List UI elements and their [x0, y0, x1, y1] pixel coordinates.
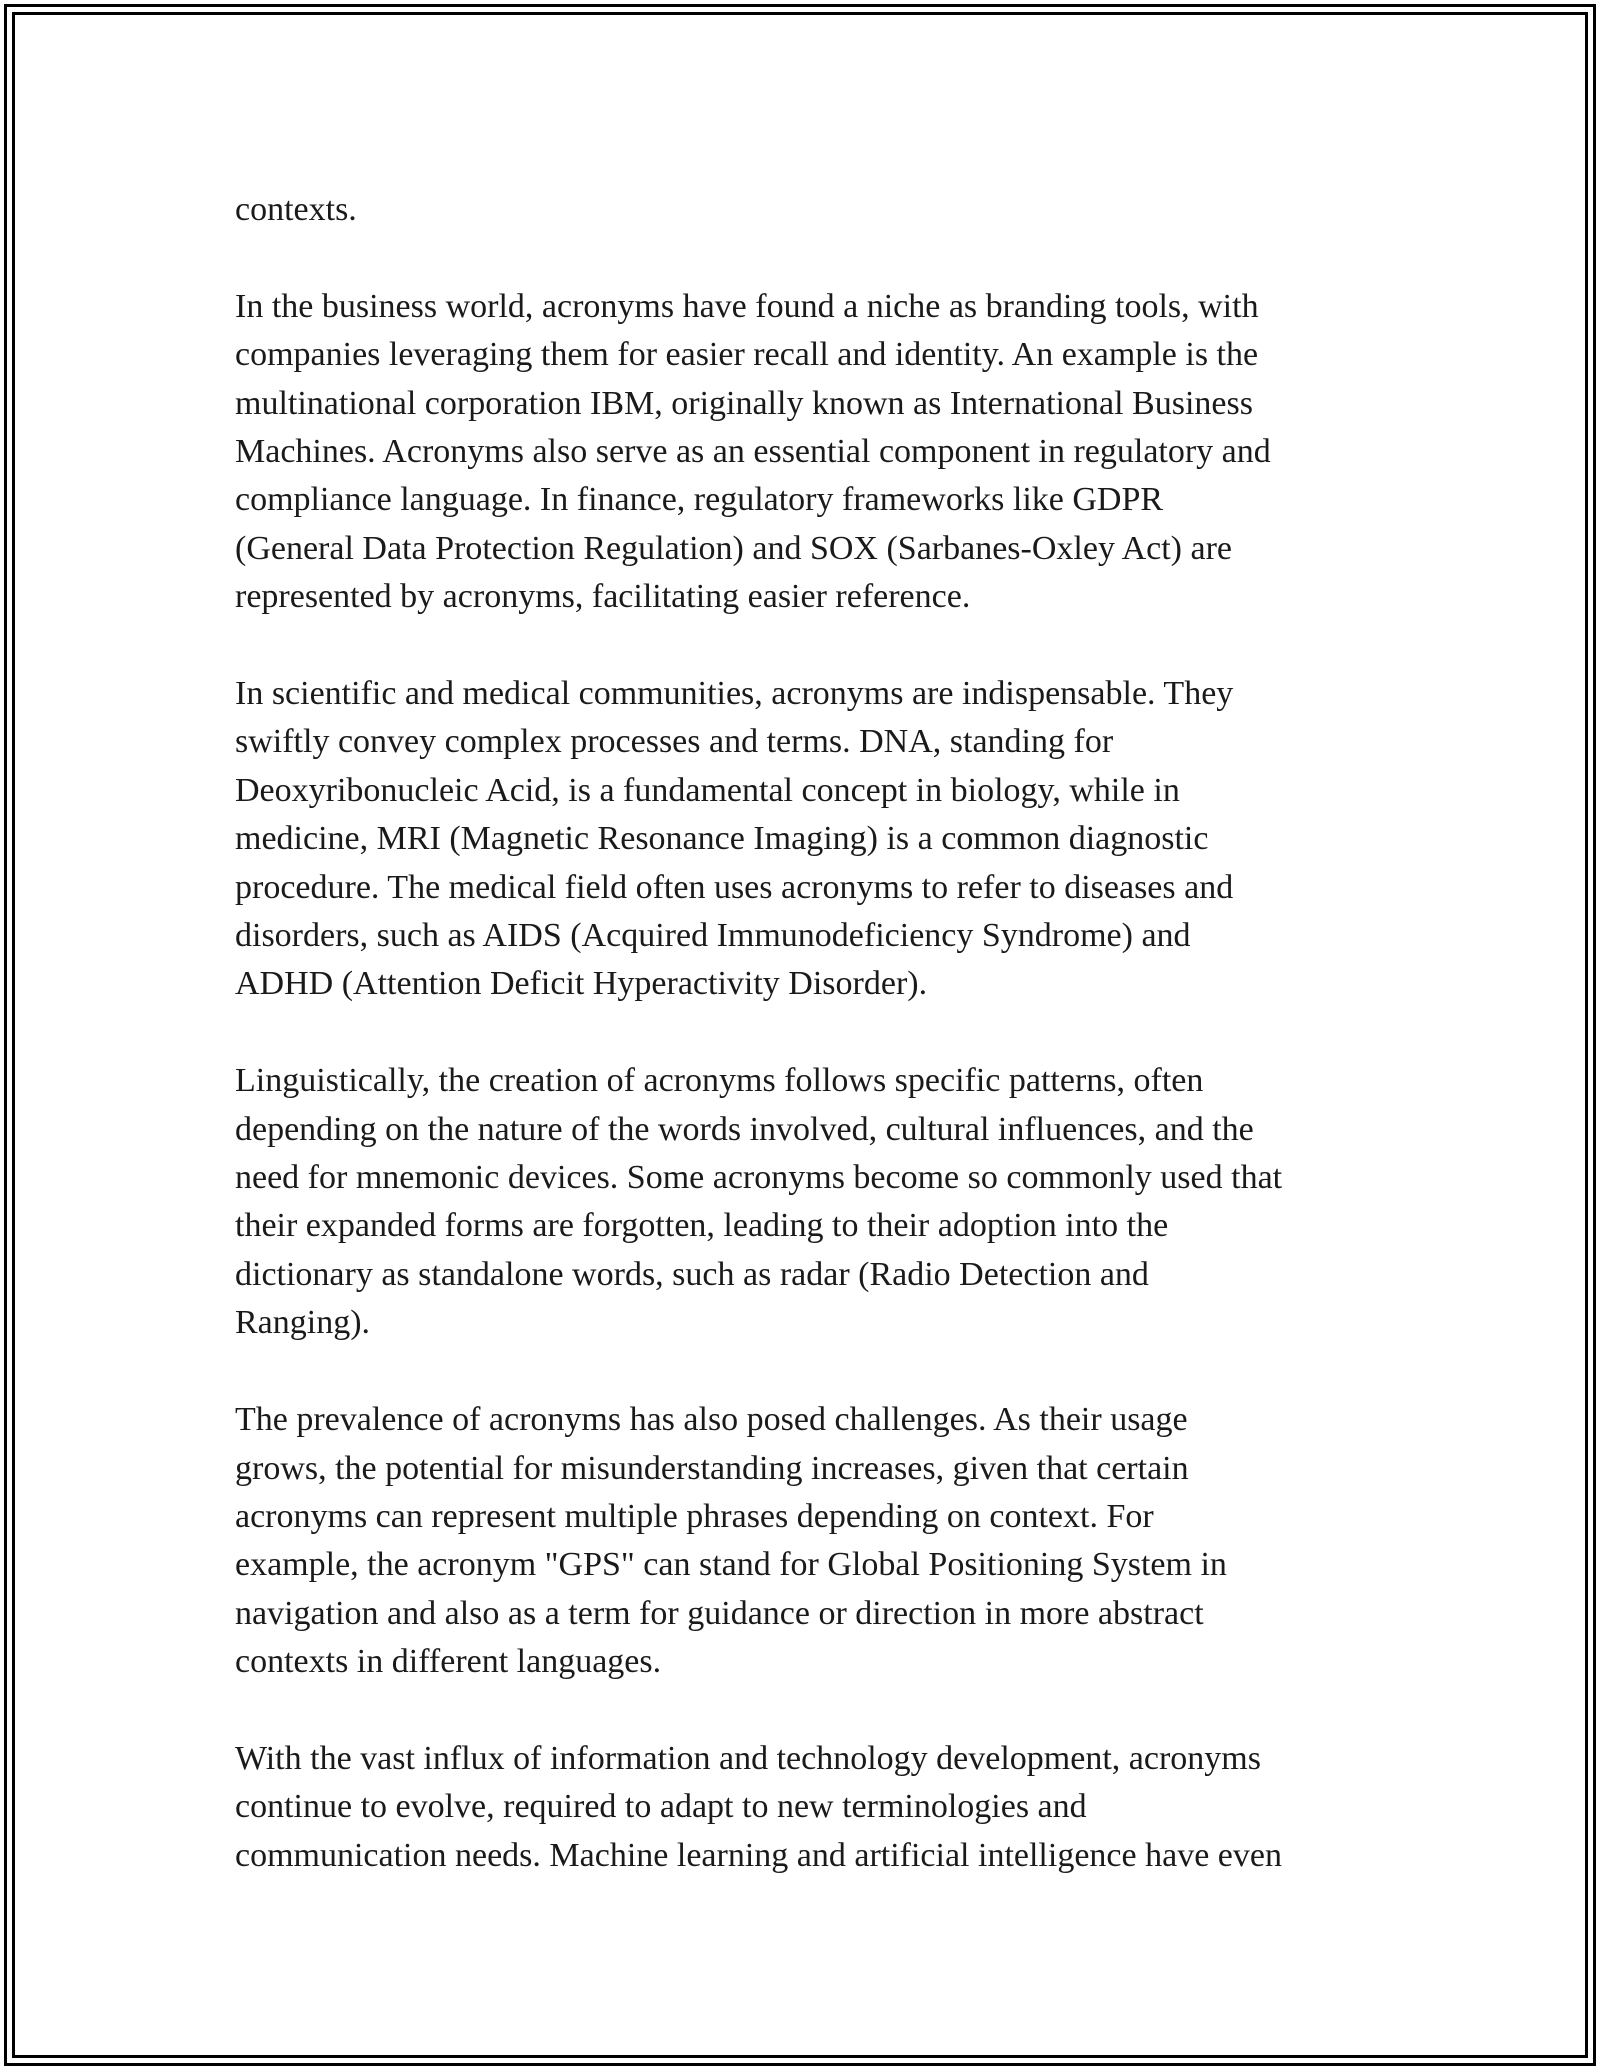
- paragraph-challenges: The prevalence of acronyms has also posed challenges. As their usage grows, the potential for misunderstanding increases, given that certain acronyms can represent multiple phrases depending on context. For example, the acronym "GPS" can stand for Global Positioning System in navigation and also as a term for guidance or direction in more abstract contexts in different languages.: [235, 1401, 1227, 1681]
- paragraph-technology-evolution: With the vast influx of information and technology development, acronyms continue to evolve, required to adapt to new terminologies and communication needs. Machine learning and artificial intelligence have even: [235, 1739, 1282, 1874]
- paragraph-business-world: In the business world, acronyms have found a niche as branding tools, with companies leveraging them for easier recall and identity. An example is the multinational corporation IBM, originally known as International Business Machines. Acronyms also serve as an essential component in regulatory and compliance language. In finance, regulatory frameworks like GDPR (General Data Protection Regulation) and SOX (Sarbanes-Oxley Act) are represented by acronyms, facilitating easier reference.: [235, 287, 1271, 616]
- paragraph-contexts-continuation: contexts.: [235, 191, 357, 228]
- paragraph-linguistic-patterns: Linguistically, the creation of acronyms follows specific patterns, often depending on the nature of the words involved, cultural influences, and the need for mnemonic devices. Some acronyms become so commonly used that their expanded forms are forgotten, leading to their adoption into the dictionary as standalone words, such as radar (Radio Detection and Ranging).: [235, 1062, 1283, 1342]
- document-body: [235, 186, 1400, 1929]
- paragraph-scientific-medical: In scientific and medical communities, acronyms are indispensable. They swiftly convey complex processes and terms. DNA, standing for Deoxyribonucleic Acid, is a fundamental concept in biology, while in medicine, MRI (Magnetic Resonance Imaging) is a common diagnostic procedure. The medical field often uses acronyms to refer to diseases and disorders, such as AIDS (Acquired Immunodeficiency Syndrome) and ADHD (Attention Deficit Hyperactivity Disorder).: [235, 675, 1234, 1003]
